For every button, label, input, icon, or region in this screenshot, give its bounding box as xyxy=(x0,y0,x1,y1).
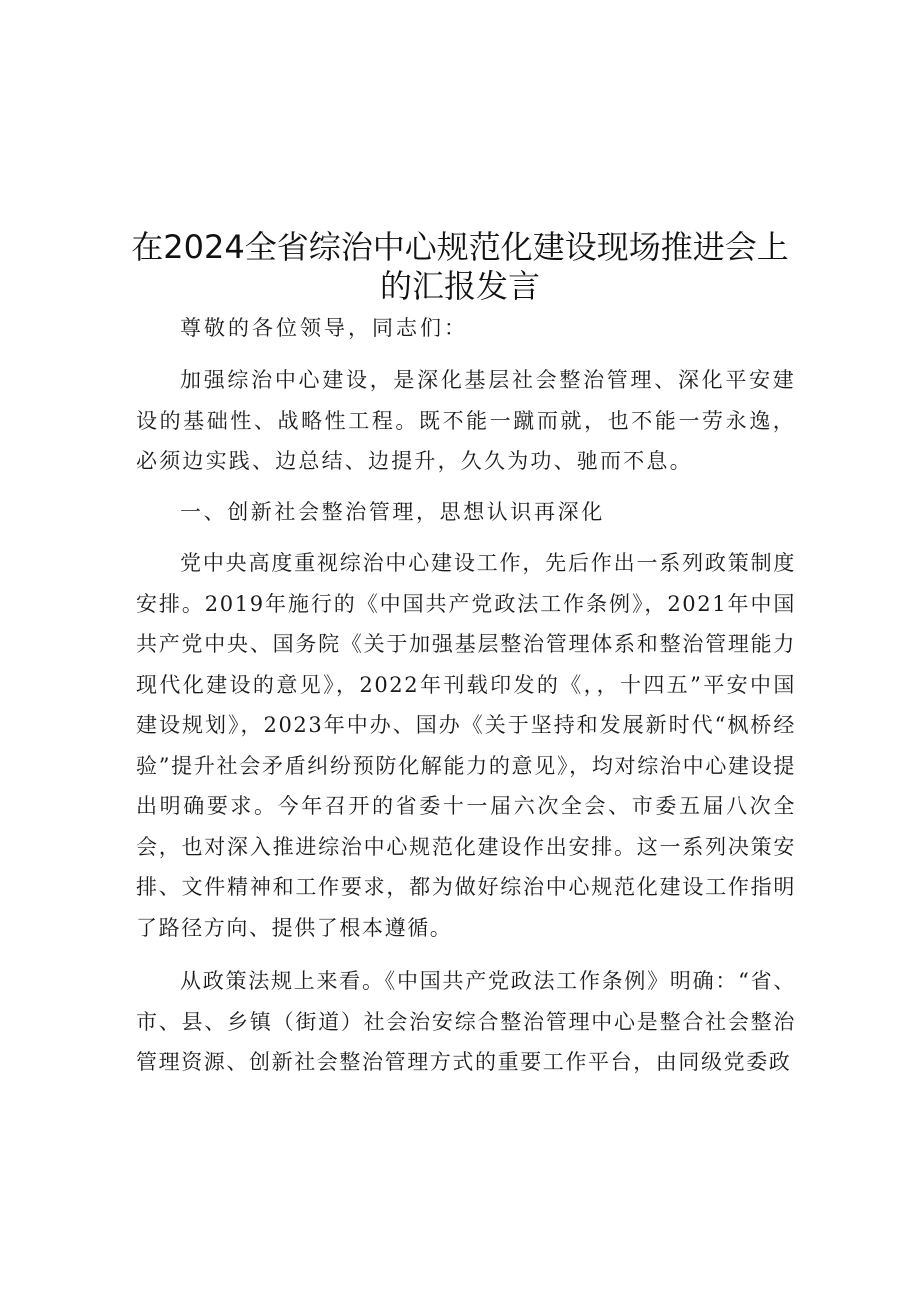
paragraph-intro: 加强综治中心建设，是深化基层社会整治管理、深化平安建设的基础性、战略性工程。既不能一蹴而就，也不能一劳永逸，必须边实践、边总结、边提升，久久为功、驰而不息。 xyxy=(136,368,796,473)
paragraph-regulations: 从政策法规上来看。《中国共产党政法工作条例》明确：“省、市、县、乡镇（街道）社会治安综合整治管理中心是整合社会整治管理资源、创新社会整治管理方式的重要工作平台，由同级党委政 xyxy=(136,969,796,1074)
section-heading-1: 一、创新社会整治管理，思想认识再深化 xyxy=(180,500,605,524)
document-title-line-1: 在2024全省综治中心规范化建设现场推进会上 xyxy=(131,228,789,266)
salutation: 尊敬的各位领导，同志们： xyxy=(180,316,468,340)
document-title-line-2: 的汇报发言 xyxy=(379,267,540,305)
paragraph-policy: 党中央高度重视综治中心建设工作，先后作出一系列政策制度安排。2019年施行的《中国共产党政法工作条例》，2021年中国共产党中央、国务院《关于加强基层整治管理体系和整治管理能力现代化建设的意见》，2022年刊载印发的《，，十四五”平安中国建设规划》，2023年中办、国办《关于坚持和发展新时代“枫桥经验”提升社会矛盾纠纷预防化解能力的意见》，均对综治中心建设提出明确要求。今年召开的省委十一届六次全会、市委五届八次全会，也对深入推进综治中心规范化建设作出安排。这一系列决策安排、文件精神和工作要求，都为做好综治中心规范化建设工作指明了路径方向、提供了根本遵循。 xyxy=(136,551,796,940)
